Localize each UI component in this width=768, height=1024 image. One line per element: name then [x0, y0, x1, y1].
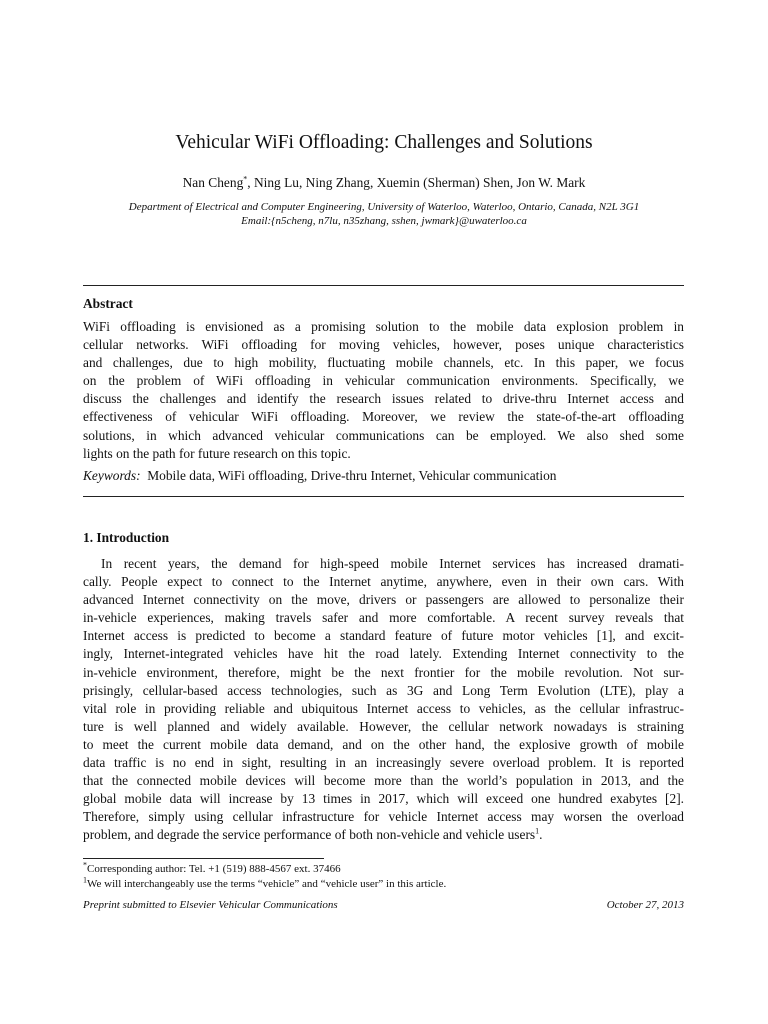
footnote-corresponding: [83, 862, 341, 876]
preprint-note: Preprint submitted to Elsevier Vehicular Communications: [83, 899, 338, 911]
intro-line: data traffic is no end in sight, resulting in an increasingly severe overload problem. It is reported: [83, 755, 684, 771]
intro-last-line: [83, 826, 684, 844]
section-heading-introduction: 1. Introduction: [83, 530, 170, 545]
intro-line: global mobile data will increase by 13 times in 2017, which will exceed one hundred exabytes [2].: [83, 791, 684, 807]
abstract-line: on the problem of WiFi offloading in vehicular communication environments. Specifically, we: [83, 373, 684, 389]
footnote-ref: 1: [535, 826, 540, 836]
intro-line: advanced Internet connectivity on the move, drivers or passengers are allowed to personalize their: [83, 592, 684, 608]
intro-line: vital role in providing reliable and ubiquitous Internet access to vehicles, as the cellular infrastruc-: [83, 700, 684, 716]
abstract-line: effectiveness of vehicular WiFi offloading. Moreover, we review the state-of-the-art offloading: [83, 409, 684, 425]
intro-line: Internet access is predicted to become a standard feature of future motor vehicles [1], and excit-: [83, 628, 684, 644]
author-first: Nan Cheng: [182, 175, 244, 190]
keywords-text: Mobile data, WiFi offloading, Drive-thru Internet, Vehicular communication: [147, 468, 557, 483]
abstract-top-rule: [83, 285, 684, 286]
intro-line: in-vehicle experiences, making travels safer and more comfortable. A recent survey reveals that: [83, 610, 684, 626]
footnote-mark: *: [83, 860, 87, 870]
footnote-mark: 1: [83, 875, 87, 885]
intro-line: prisingly, cellular-based access technologies, such as 3G and Long Term Evolution (LTE), play a: [83, 682, 684, 698]
abstract-heading: Abstract: [83, 296, 133, 311]
footnote-text: Corresponding author: Tel. +1 (519) 888-4567 ext. 37466: [87, 863, 341, 875]
keywords-label: Keywords:: [83, 468, 141, 483]
abstract-line: WiFi offloading is envisioned as a promising solution to the mobile data explosion problem in: [83, 319, 684, 334]
email-line: Email:{n5cheng, n7lu, n35zhang, sshen, jwmark}@uwaterloo.ca: [241, 215, 527, 227]
keywords: [83, 467, 684, 485]
abstract-line: solutions, in which advanced vehicular communications can be employed. We also shed some: [83, 427, 684, 443]
intro-line: to meet the current mobile data demand, and on the other hand, the explosive growth of mobile: [83, 736, 684, 752]
intro-line: cally. People expect to connect to the Internet anytime, anywhere, even in their own cars. With: [83, 574, 684, 590]
abstract-line: cellular networks. WiFi offloading for moving vehicles, however, poses unique characteristics: [83, 337, 684, 353]
intro-line-end: .: [539, 827, 543, 843]
author-rest: , Ning Lu, Ning Zhang, Xuemin (Sherman) Shen, Jon W. Mark: [247, 175, 586, 190]
footnote-terms: [83, 877, 446, 891]
abstract-body: [83, 318, 684, 463]
footnote-rule: [83, 858, 324, 859]
introduction-body: [83, 555, 684, 845]
paper-title: Vehicular WiFi Offloading: Challenges and Solutions: [175, 132, 593, 153]
intro-line: that the connected mobile devices will become more than the world’s population in 2013, and the: [83, 773, 684, 789]
affiliation: Department of Electrical and Computer Engineering, University of Waterloo, Waterloo, Ontario, Canada, N2L 3G1: [128, 201, 640, 213]
intro-line: ture is well planned and widely available. However, the cellular network nowadays is straining: [83, 718, 684, 734]
intro-line-text: problem, and degrade the service performance of both non-vehicle and vehicle users: [83, 827, 536, 843]
abstract-line: discuss the challenges and identify the research issues related to drive-thru Internet access and: [83, 391, 684, 407]
intro-line: In recent years, the demand for high-speed mobile Internet services has increased dramati-: [101, 556, 684, 571]
footnote-text: We will interchangeably use the terms “vehicle” and “vehicle user” in this article.: [87, 878, 447, 890]
date: October 27, 2013: [606, 899, 684, 911]
abstract-bottom-rule: [83, 496, 684, 497]
author-list: [0, 174, 768, 192]
corresponding-mark: *: [243, 174, 248, 184]
abstract-line: lights on the path for future research on this topic.: [83, 445, 351, 461]
intro-line: ingly, Internet-integrated vehicles have hit the road lately. Extending Internet connectivity to the: [83, 646, 684, 662]
abstract-line: and challenges, due to high mobility, fluctuating mobile channels, etc. In this paper, we focus: [83, 355, 684, 371]
intro-line: Therefore, simply using cellular infrastructure for vehicle Internet access may worsen the overload: [83, 809, 684, 825]
intro-line: in-vehicle environment, therefore, might be the next frontier for the mobile revolution. Not sur-: [83, 664, 684, 680]
